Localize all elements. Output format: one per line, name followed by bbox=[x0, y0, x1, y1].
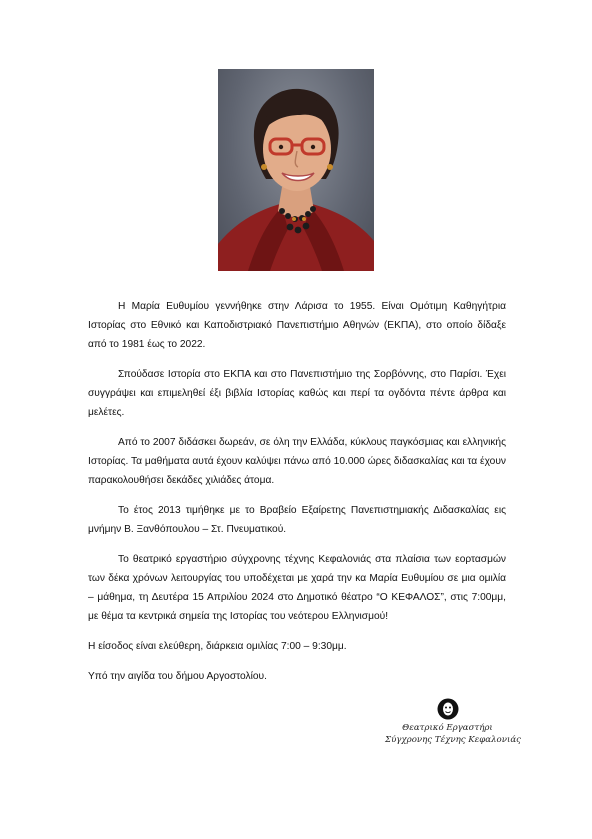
portrait-photo bbox=[218, 69, 374, 271]
biography-text bbox=[88, 297, 506, 697]
paragraph-entry: Η είσοδος είναι ελεύθερη, διάρκεια ομιλίας 7:00 – 9:30μμ. bbox=[88, 641, 347, 652]
theatre-mask-icon bbox=[437, 698, 459, 720]
paragraph-award: Το έτος 2013 τιμήθηκε με το Βραβείο Εξαίρετης Πανεπιστημιακής Διδασκαλίας εις μνήμην Β. Ξανθόπουλου – Στ. Πνευματικού. bbox=[88, 505, 506, 535]
logo-line-2: Σύγχρονης Τέχνης Κεφαλονιάς bbox=[385, 735, 521, 745]
paragraph-studies: Σπούδασε Ιστορία στο ΕΚΠΑ και στο Πανεπιστήμιο της Σορβόννης, στο Παρίσι. Έχει συγγράψει και επιμεληθεί έξι βιβλία Ιστορίας καθώς και περί τα ογδόντα πέντε άρθρα και μελέτες. bbox=[88, 369, 506, 418]
paragraph-patronage: Υπό την αιγίδα του δήμου Αργοστολίου. bbox=[88, 671, 267, 682]
paragraph-event: Το θεατρικό εργαστήριο σύγχρονης τέχνης Κεφαλονιάς στα πλαίσια των εορτασμών των δέκα χρόνων λειτουργίας του υποδέχεται με χαρά την κα Μαρία Ευθυμίου σε μια ομιλία – μάθημα, τη Δευτέρα 15 Απριλίου 2024 στο Δημοτικό θέατρο “Ο ΚΕΦΑΛΟΣ”, στις 7:00μμ, με θέμα τα κεντρικά σημεία της Ιστορίας του νεότερου Ελληνισμού! bbox=[88, 554, 506, 622]
workshop-logo bbox=[385, 698, 521, 750]
paragraph-birth: Η Μαρία Ευθυμίου γεννήθηκε στην Λάρισα το 1955. Είναι Ομότιμη Καθηγήτρια Ιστορίας στο Εθνικό και Καποδιστριακό Πανεπιστήμιο Αθηνών (ΕΚΠΑ), στο οποίο δίδαξε από το 1981 έως το 2022. bbox=[88, 301, 506, 350]
paragraph-teaching: Από το 2007 διδάσκει δωρεάν, σε όλη την Ελλάδα, κύκλους παγκόσμιας και ελληνικής Ιστορίας. Τα μαθήματα αυτά έχουν καλύψει πάνω από 10.000 ώρες διδασκαλίας και τα έχουν παρακολουθήσει δεκάδες χιλιάδες άτομα. bbox=[88, 437, 506, 486]
logo-line-1: Θεατρικό Εργαστήρι bbox=[402, 723, 493, 733]
